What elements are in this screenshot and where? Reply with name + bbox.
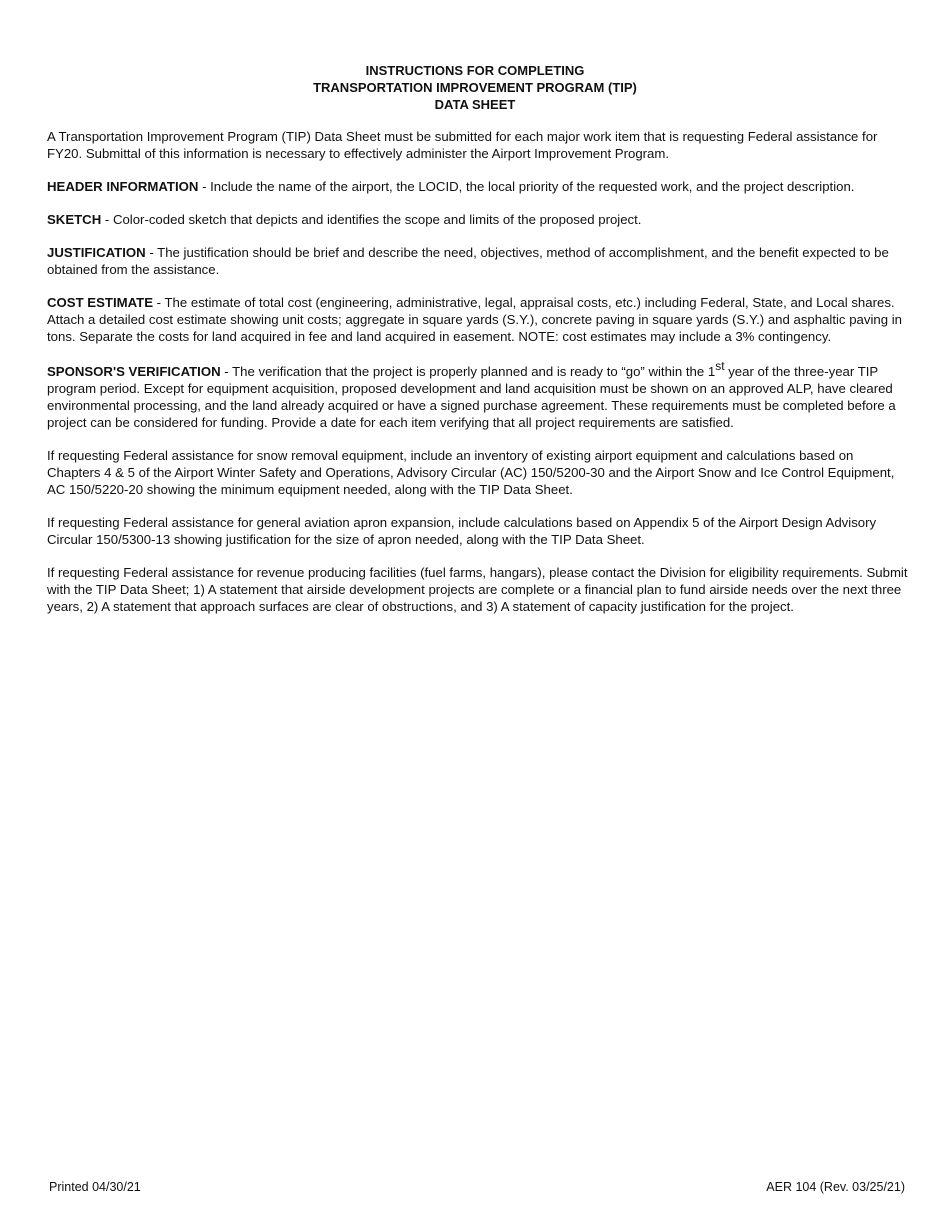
sketch-text: - Color-coded sketch that depicts and identifies the scope and limits of the proposed project. (101, 212, 642, 227)
header-information-paragraph (47, 178, 909, 195)
header-information-text: - Include the name of the airport, the LOCID, the local priority of the requested work, and the project description. (198, 179, 855, 194)
apron-expansion-paragraph: If requesting Federal assistance for general aviation apron expansion, include calculations based on Appendix 5 of the Airport Design Advisory Circular 150/5300-13 showing justification for the size of apron needed, along with the TIP Data Sheet. (47, 515, 877, 547)
title-line-1: INSTRUCTIONS FOR COMPLETING (365, 63, 585, 78)
cost-estimate-paragraph (47, 294, 909, 345)
cost-estimate-heading: COST ESTIMATE (47, 295, 153, 310)
form-identifier: AER 104 (Rev. 03/25/21) (766, 1180, 905, 1194)
sketch-paragraph (47, 211, 909, 228)
sponsor-verification-text-before: - The verification that the project is properly planned and is ready to “go” within the 1 (220, 364, 716, 379)
sketch-heading: SKETCH (47, 212, 102, 227)
header-information-heading: HEADER INFORMATION (47, 179, 199, 194)
justification-text: - The justification should be brief and describe the need, objectives, method of accomplishment, and the benefit expected to be obtained from the assistance. (47, 245, 889, 277)
revenue-facilities-paragraph: If requesting Federal assistance for revenue producing facilities (fuel farms, hangars), please contact the Division for eligibility requirements. Submit with the TIP Data Sheet; 1) A statement that airside development projects are complete or a financial plan to fund airside needs over the next three years, 2) A statement that approach surfaces are clear of obstructions, and 3) A statement of capacity justification for the project. (47, 565, 908, 614)
title-line-3: DATA SHEET (434, 97, 516, 112)
sponsor-verification-paragraph (47, 358, 909, 431)
cost-estimate-text: - The estimate of total cost (engineering, administrative, legal, appraisal costs, etc.) including Federal, State, and Local shares. Attach a detailed cost estimate showing unit costs; aggregate in square yards (S.Y.), concrete paving in square yards (S.Y.) and asphaltic paving in tons. Separate the costs for land acquired in fee and land acquired in easement. NOTE: cost estimates may include a 3% contingency. (47, 295, 902, 344)
first-superscript: st (715, 358, 725, 373)
sponsor-verification-heading: SPONSOR'S VERIFICATION (47, 364, 221, 379)
instructions-body (47, 128, 909, 631)
sponsor-verification-text-after: year of the three-year TIP program period. Except for equipment acquisition, proposed development and land acquisition must be shown on an approved ALP, have cleared environmental processing, and the land already acquired or have a signed purchase agreement. These requirements must be completed before a project can be considered for funding. Provide a date for each item verifying that all project requirements are satisfied. (47, 364, 896, 430)
justification-paragraph (47, 244, 909, 278)
intro-paragraph: A Transportation Improvement Program (TIP) Data Sheet must be submitted for each major work item that is requesting Federal assistance for FY20. Submittal of this information is necessary to effectively administer the Airport Improvement Program. (47, 129, 878, 161)
justification-heading: JUSTIFICATION (47, 245, 146, 260)
printed-date: Printed 04/30/21 (49, 1180, 141, 1194)
title-line-2: TRANSPORTATION IMPROVEMENT PROGRAM (TIP) (313, 80, 637, 95)
document-title (0, 62, 950, 113)
snow-removal-paragraph: If requesting Federal assistance for snow removal equipment, include an inventory of existing airport equipment and calculations based on Chapters 4 & 5 of the Airport Winter Safety and Operations, Advisory Circular (AC) 150/5200-30 and the Airport Snow and Ice Control Equipment, AC 150/5220-20 showing the minimum equipment needed, along with the TIP Data Sheet. (47, 448, 895, 497)
